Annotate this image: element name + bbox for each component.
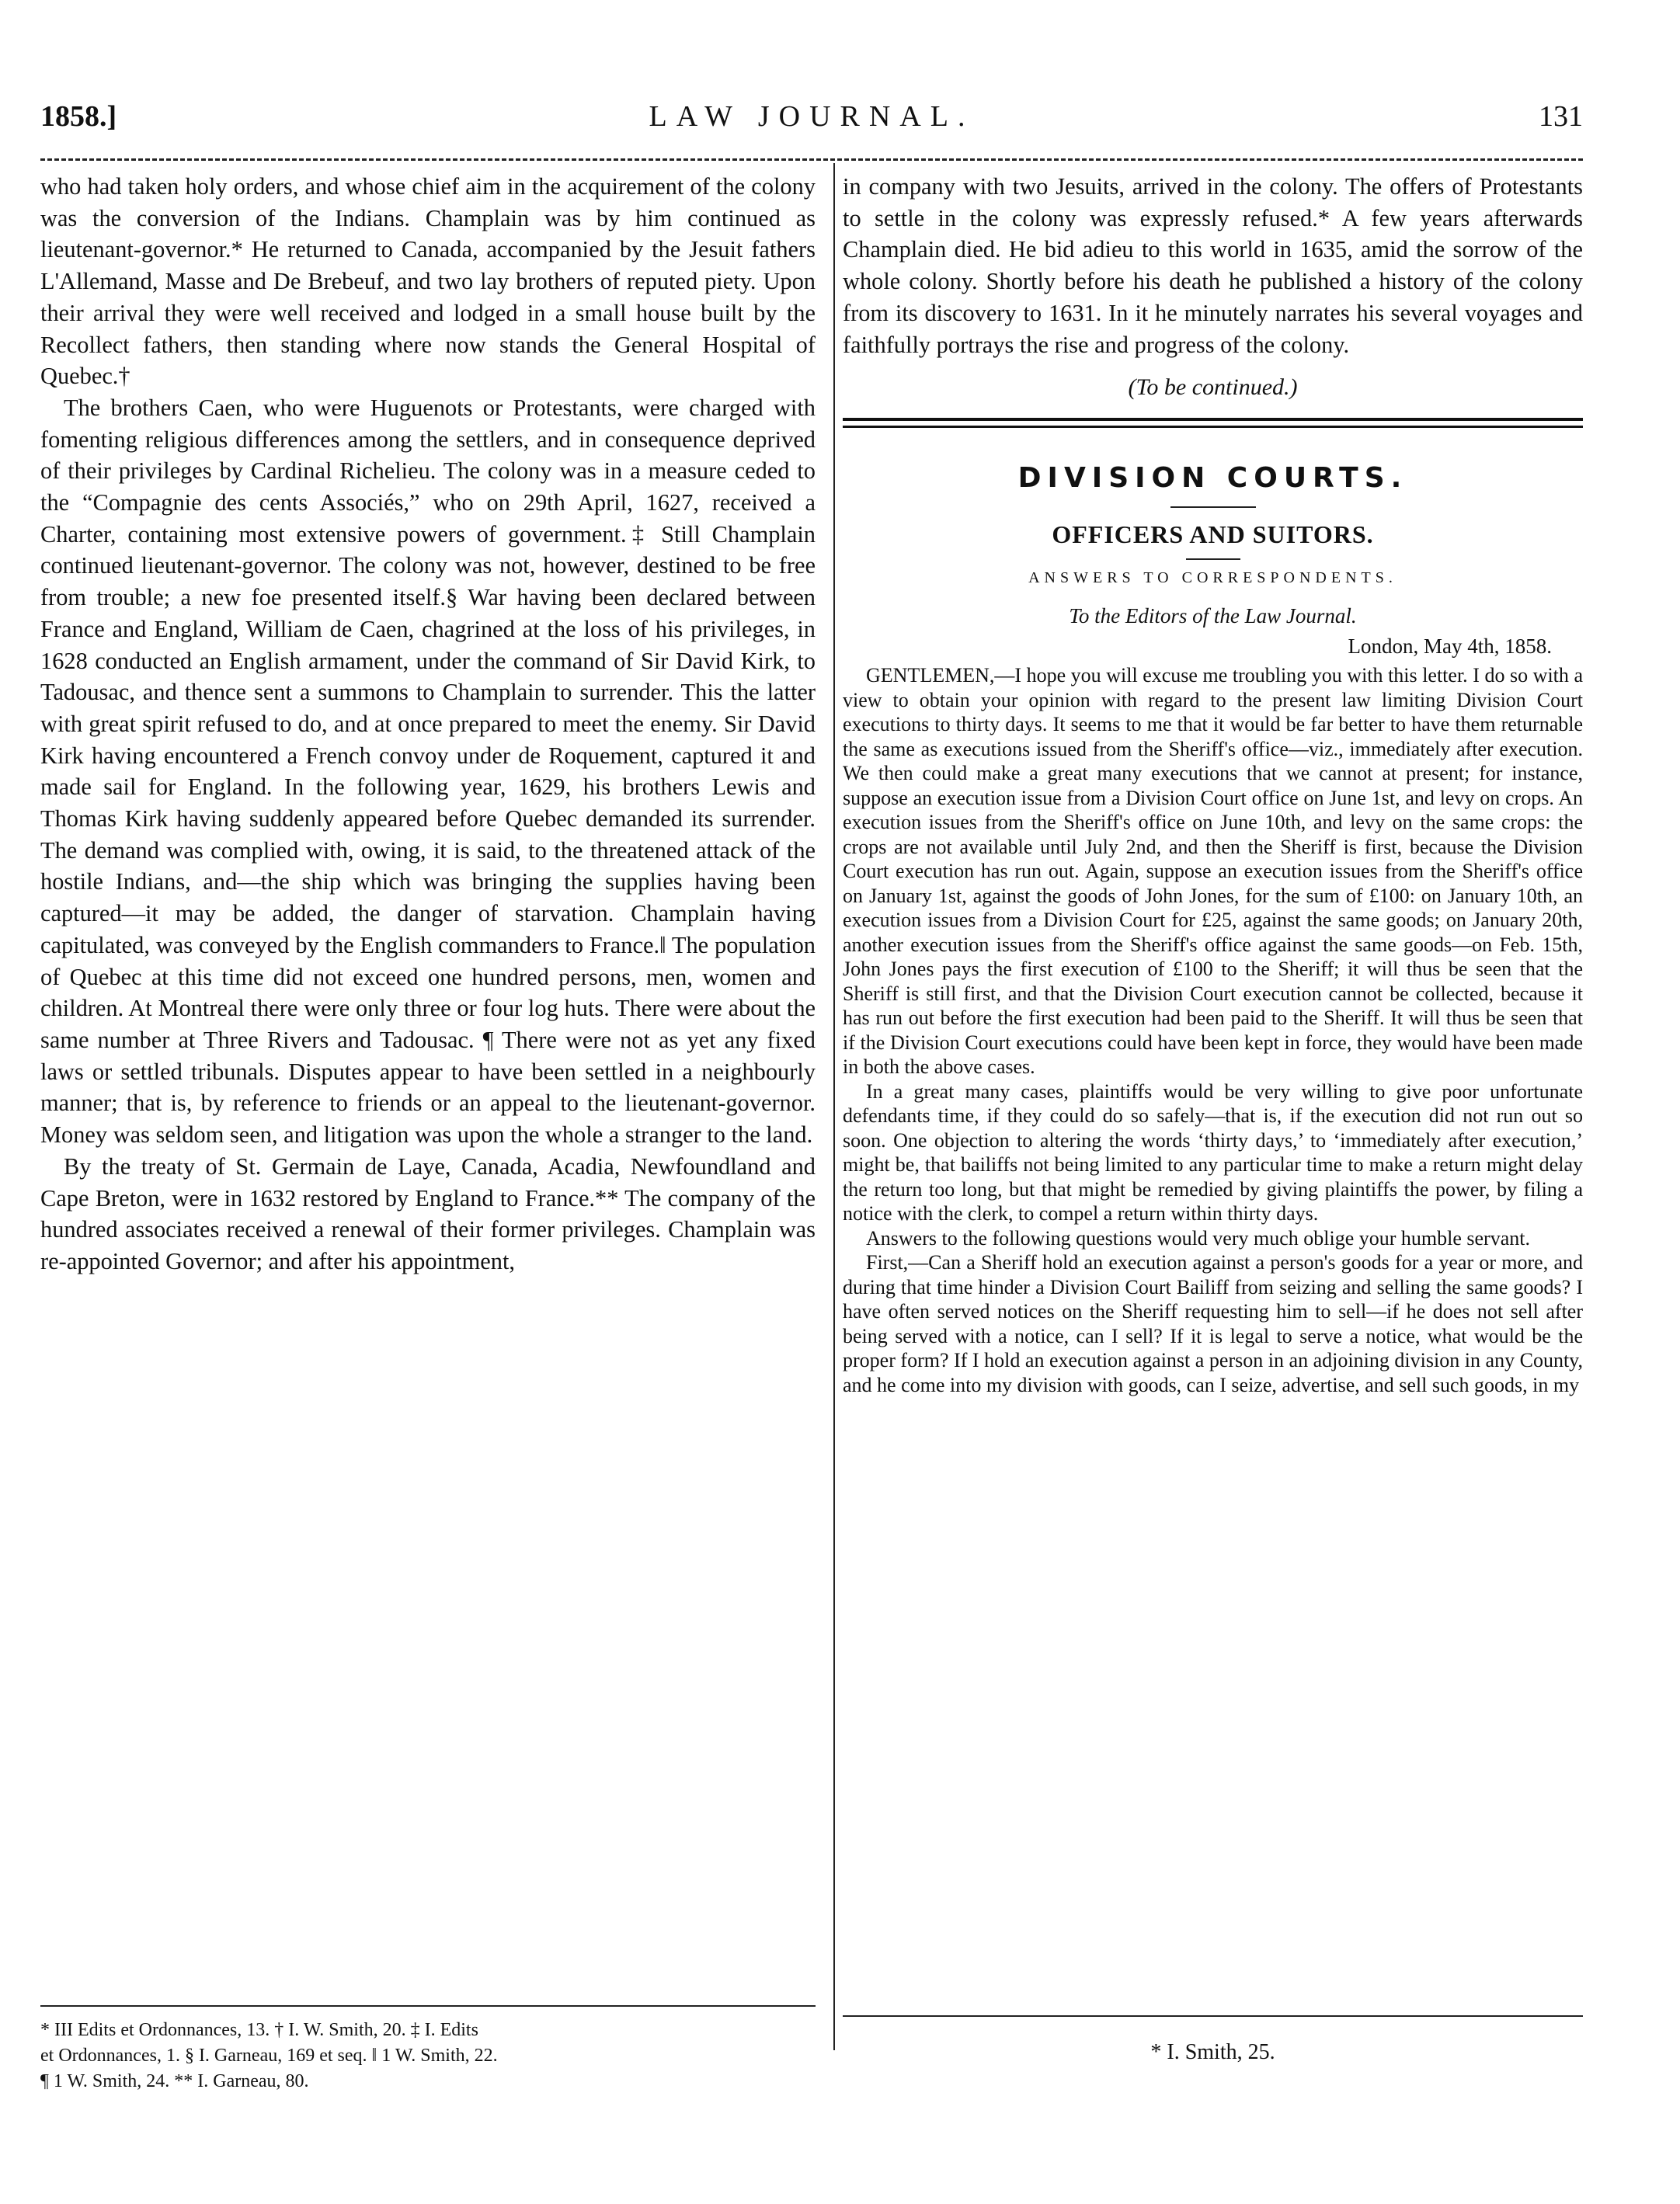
- header-rule: [40, 158, 1583, 161]
- running-header: [40, 99, 1583, 146]
- letter-paragraph-3: Answers to the following questions would very much oblige your humble servant.: [866, 1226, 1530, 1250]
- to-be-continued: (To be continued.): [1128, 374, 1298, 401]
- header-year: 1858.]: [40, 100, 117, 133]
- left-column: [40, 171, 816, 1278]
- footnote-line-3: ¶ 1 W. Smith, 24. ** I. Garneau, 80.: [40, 2071, 309, 2091]
- left-paragraph-1: who had taken holy orders, and whose chief aim in the acquirement of the colony was the conversion of the Indians. Champlain was by him continued as lieutenant-governor.* He returned to Canada, accompanied by the Jesuit fathers L'Allemand, Masse and De Brebeuf, and two lay brothers of reputed piety. Upon their arrival they were well received and lodged in a small house built by the Recollect fathers, then standing where now stands the General Hospital of Quebec.†: [40, 173, 816, 390]
- letter-paragraph-2: In a great many cases, plaintiffs would be very willing to give poor unfortunate defendants time, if they could do so safely—that is, if the execution did not run out so soon. One objection to altering the words ‘thirty days,’ to ‘immediately after execution,’ might be, that bailiffs not being limited to any particular time to make a return might delay the return too long, but that might be remedied by giving plaintiffs the power, by filing a notice with the clerk, to compel a return within thirty days.: [843, 1079, 1583, 1225]
- page-number: 131: [1539, 100, 1583, 133]
- letter-paragraph-1: GENTLEMEN,—I hope you will excuse me troubling you with this letter. I do so with a view to obtain your opinion with regard to the present law limiting Division Court executions to thirty days. It seems to me that it would be far better to have them returnable the same as executions issued from the Sheriff's office—viz., immediately after execution. We then could make a great many executions that we cannot at present; for instance, suppose an execution issue from a Division Court office on June 1st, and levy on crops. An execution issues from the Sheriff's office on June 10th, and levy on the same crops: the crops are not available until July 2nd, and then the Sheriff is first, because the Division Court execution has run out. Again, suppose an execution issues from the Sheriff's office on January 1st, against the goods of John Jones, for the sum of £100: on January 10th, an execution issues from a Division Court for £25, against the same goods; on January 20th, another execution issues from the Sheriff's office against the same goods—on Feb. 15th, John Jones pays the first execution of £100 to the Sheriff; it will thus be seen that the Sheriff is still first, and that the Division Court execution cannot be collected, because it has run out before the first execution had been paid to the Sheriff. It will thus be seen that if the Division Court executions could have been kept in force, they would have been made in both the above cases.: [843, 664, 1583, 1079]
- left-paragraph-2: The brothers Caen, who were Huguenots or Protestants, were charged with fomenting religious differences among the settlers, and in consequence deprived of their privileges by Cardinal Richelieu. The colony was in a measure ceded to the “Compagnie des cents Associés,” who on 29th April, 1627, received a Charter, containing most extensive powers of government.‡ Still Champlain continued lieutenant-governor. The colony was not, however, destined to be free from trouble; a new foe presented itself.§ War having been declared between France and England, William de Caen, chagrined at the loss of his privileges, in 1628 conducted an English armament, under the command of Sir David Kirk, to Tadousac, and thence sent a summons to Champlain to surrender. This the latter with great spirit refused to do, and at once prepared to meet the enemy. Sir David Kirk having encountered a French convoy under de Roquement, captured it and made sail for England. In the following year, 1629, his brothers Lewis and Thomas Kirk having suddenly appeared before Quebec demanded its surrender. The demand was complied with, owing, it is said, to the threatened attack of the hostile Indians, and—the ship which was bringing the supplies having been captured—it may be added, the danger of starvation. Champlain having capitulated, was conveyed by the English commanders to France.‖ The population of Quebec at this time did not exceed one hundred persons, men, women and children. At Montreal there were only three or four log huts. There were about the same number at Three Rivers and Tadousac. ¶ There were not as yet any fixed laws or settled tribunals. Disputes appear to have been settled in a neighbourly manner; that is, by reference to friends or an appeal to the lieutenant-governor. Money was seldom seen, and litigation was upon the whole a stranger to the land.: [40, 394, 816, 1149]
- letter-addressee: To the Editors of the Law Journal.: [1069, 604, 1357, 628]
- footnote-line-2: et Ordonnances, 1. § I. Garneau, 169 et seq. ‖ 1 W. Smith, 22.: [40, 2046, 498, 2066]
- letter-dateline: London, May 4th, 1858.: [1348, 634, 1552, 659]
- section-double-rule: [843, 418, 1583, 428]
- left-footnote-rule: [40, 2005, 816, 2007]
- section-subtitle: OFFICERS AND SUITORS.: [1052, 520, 1374, 549]
- section-title-rule: [1170, 506, 1256, 508]
- right-continuation-paragraph: in company with two Jesuits, arrived in the colony. The offers of Protestants to settle in the colony was expressly refused.* A few years afterwards Champlain died. He bid adieu to this world in 1635, amid the sorrow of the whole colony. Shortly before his death he published a history of the colony from its discovery to 1631. In it he minutely narrates his several voyages and faithfully portrays the rise and progress of the colony.: [843, 173, 1583, 358]
- section-title: DIVISION COURTS.: [1017, 462, 1408, 495]
- column-divider: [833, 163, 835, 2050]
- subtitle-rule: [1186, 558, 1240, 560]
- right-column: [843, 171, 1583, 1397]
- journal-title: LAW JOURNAL.: [649, 100, 975, 133]
- left-footnotes: [40, 2018, 816, 2094]
- left-paragraph-3: By the treaty of St. Germain de Laye, Canada, Acadia, Newfoundland and Cape Breton, were in 1632 restored by England to France.** The company of the hundred associates received a renewal of their former privileges. Champlain was re-appointed Governor; and after his appointment,: [40, 1152, 816, 1274]
- letter-paragraph-4: First,—Can a Sheriff hold an execution against a person's goods for a year or more, and during that time hinder a Division Court Bailiff from seizing and selling the same goods? I have often served notices on the Sheriff requesting him to sell—if he does not sell after being served with a notice, can I sell? If it is legal to serve a notice, what would be the proper form? If I hold an execution against a person in an adjoining division in any County, and he come into my division with goods, can I seize, advertise, and sell such goods, in my: [843, 1251, 1583, 1396]
- right-footnote: * I. Smith, 25.: [1150, 2040, 1275, 2064]
- right-footnote-rule: [843, 2015, 1583, 2017]
- section-sub-subtitle: ANSWERS TO CORRESPONDENTS.: [1028, 569, 1397, 587]
- footnote-line-1: * III Edits et Ordonnances, 13. † I. W. Smith, 20. ‡ I. Edits: [40, 2020, 478, 2040]
